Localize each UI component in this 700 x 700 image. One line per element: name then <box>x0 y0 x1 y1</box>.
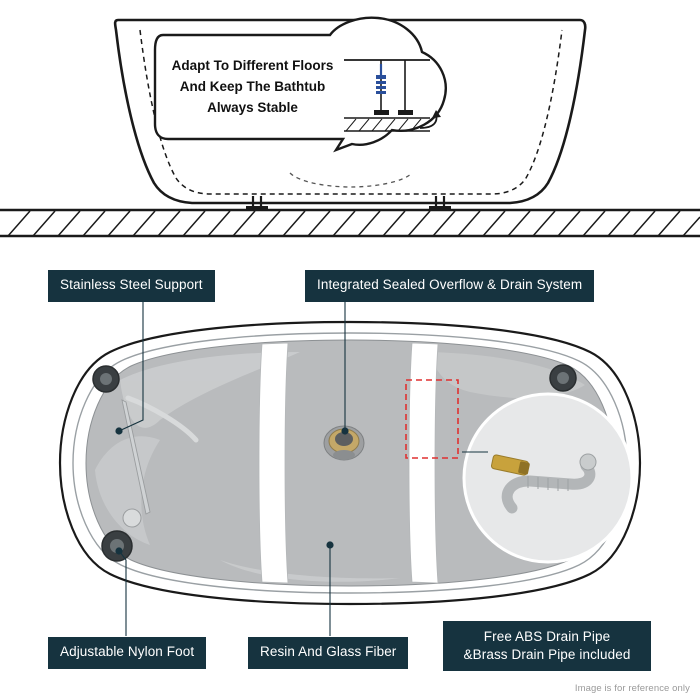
reference-only-note: Image is for reference only <box>574 683 690 694</box>
label-stainless-steel-support: Stainless Steel Support <box>48 270 215 302</box>
callout-line-2: And Keep The Bathtub <box>179 78 326 94</box>
top-callout-text <box>150 56 355 119</box>
separator-band-left <box>259 343 288 583</box>
callout-line-3: Always Stable <box>207 99 298 115</box>
separator-band-right <box>409 343 438 583</box>
callout-line-1: Adapt To Different Floors <box>171 58 334 73</box>
label-adjustable-nylon-foot: Adjustable Nylon Foot <box>48 637 206 669</box>
drain-pipe-line-2: &Brass Drain Pipe included <box>463 646 631 662</box>
label-resin-and-glass-fiber: Resin And Glass Fiber <box>248 637 408 669</box>
label-overflow-drain-system: Integrated Sealed Overflow & Drain System <box>305 270 594 302</box>
bottom-bathtub-topview <box>60 296 640 636</box>
drain-pipe-line-1: Free ABS Drain Pipe <box>483 629 611 644</box>
label-drain-pipe-included <box>443 621 651 671</box>
drain-pipe-inset <box>464 394 632 562</box>
top-bathtub-profile <box>0 18 700 236</box>
floor-hatching <box>0 210 700 236</box>
